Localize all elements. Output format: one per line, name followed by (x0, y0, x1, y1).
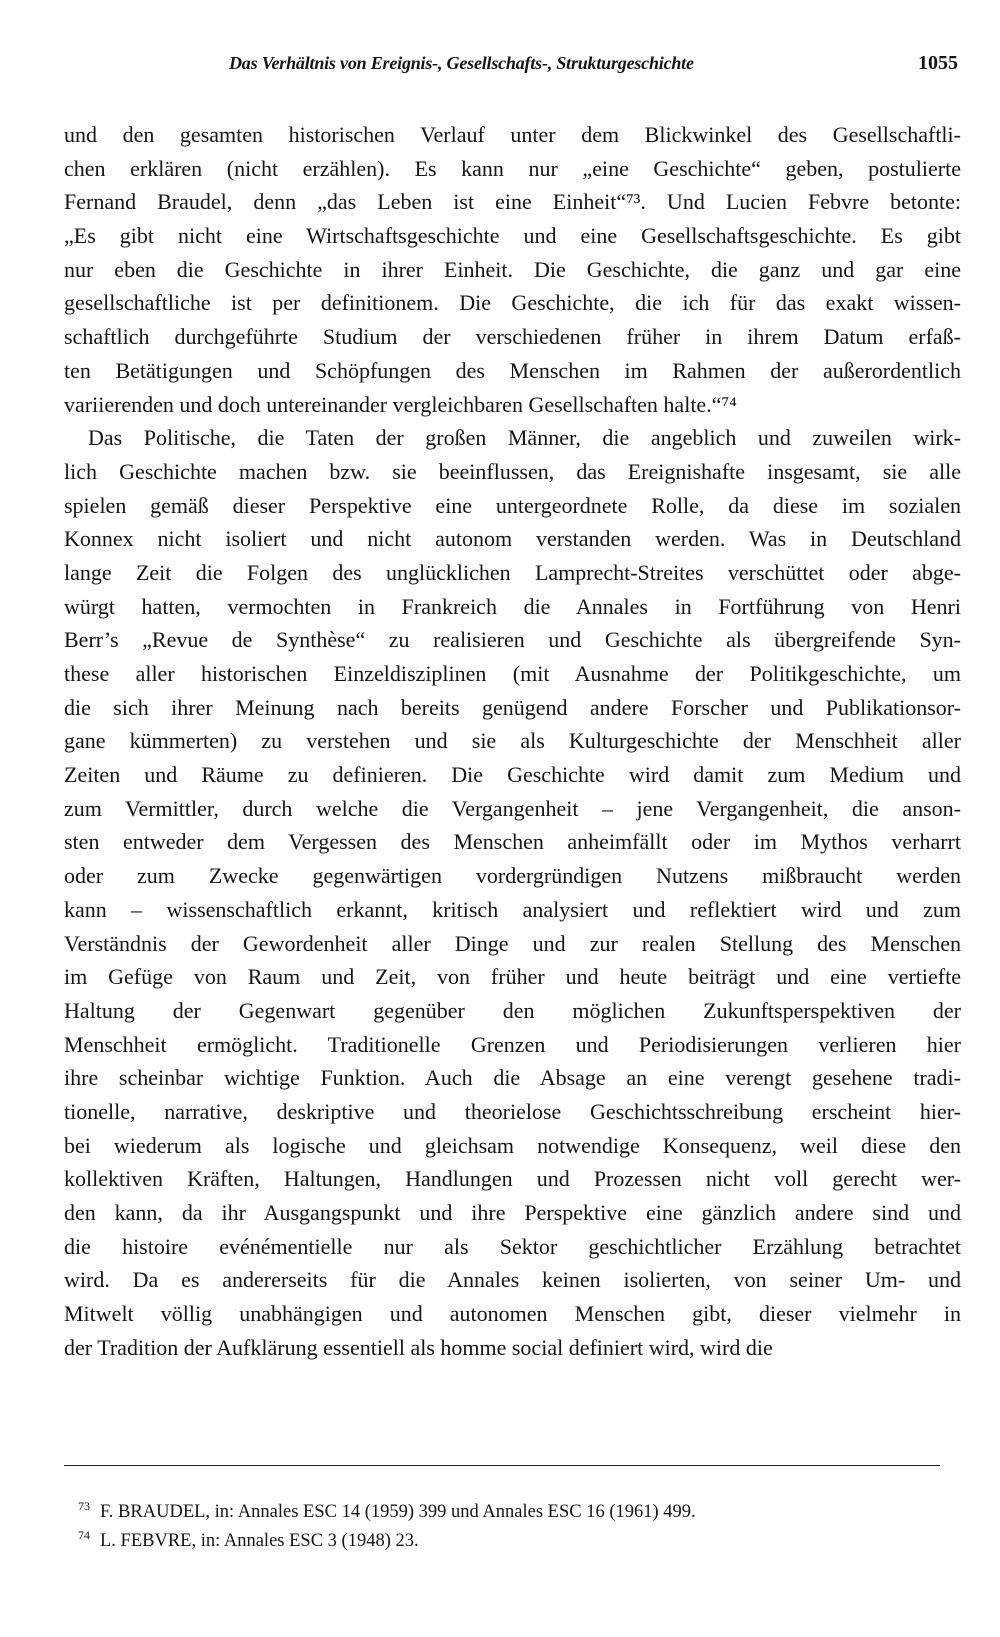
text-line: Fernand Braudel, denn „das Leben ist eine Einheit“⁷³. Und Lucien Febvre betonte: (64, 189, 961, 215)
footnote-text: L. FEBVRE, in: Annales ESC 3 (1948) 23. (100, 1531, 419, 1551)
text-line: schaftlich durchgeführte Studium der verschiedenen früher in ihrem Datum erfaß- (64, 324, 961, 350)
text-line: Menschheit ermöglicht. Traditionelle Grenzen und Periodisierungen verlieren hier (64, 1031, 961, 1057)
text-line: spielen gemäß dieser Perspektive eine untergeordnete Rolle, da diese im sozialen (64, 492, 961, 518)
text-line: chen erklären (nicht erzählen). Es kann nur „eine Geschichte“ geben, postulierte (64, 155, 961, 181)
text-line: die sich ihrer Meinung nach bereits genügend andere Forscher und Publikationsor- (64, 694, 961, 720)
text-line: kann – wissenschaftlich erkannt, kritisch analysiert und reflektiert wird und zum (64, 896, 961, 922)
text-line: die histoire evénémentielle nur als Sektor geschichtlicher Erzählung betrachtet (64, 1233, 961, 1259)
text-line: Konnex nicht isoliert und nicht autonom verstanden werden. Was in Deutschland (64, 526, 961, 552)
text-line: sten entweder dem Vergessen des Menschen anheimfällt oder im Mythos verharrt (64, 829, 961, 855)
footnotes (64, 1492, 944, 1550)
running-head-title: Das Verhältnis von Ereignis-, Gesellschafts-, Strukturgeschichte (229, 53, 694, 73)
text-line: Verständnis der Gewordenheit aller Dinge und zur realen Stellung des Menschen (64, 930, 961, 956)
text-line: zum Vermittler, durch welche die Vergangenheit – jene Vergangenheit, die anson- (64, 795, 961, 821)
text-line: ihre scheinbar wichtige Funktion. Auch die Absage an eine verengt gesehene tradi- (64, 1065, 961, 1091)
text-line: gesellschaftliche ist per definitionem. Die Geschichte, die ich für das exakt wissen- (64, 290, 961, 316)
text-line: Mitwelt völlig unabhängigen und autonomen Menschen gibt, dieser vielmehr in (64, 1301, 961, 1327)
footnote-number: 74 (78, 1528, 90, 1542)
text-line: lange Zeit die Folgen des unglücklichen Lamprecht-Streites verschüttet oder abge- (64, 559, 961, 585)
text-line: im Gefüge von Raum und Zeit, von früher und heute beiträgt und eine vertiefte (64, 964, 961, 990)
text-line: und den gesamten historischen Verlauf unter dem Blickwinkel des Gesellschaftli- (64, 122, 961, 147)
text-line: nur eben die Geschichte in ihrer Einheit. Die Geschichte, die ganz und gar eine (64, 256, 961, 282)
text-line: Haltung der Gegenwart gegenüber den möglichen Zukunftsperspektiven der (64, 997, 961, 1023)
text-line: würgt hatten, vermochten in Frankreich die Annales in Fortführung von Henri (64, 593, 961, 619)
body-text (64, 118, 961, 1364)
footnote-73 (64, 1492, 944, 1521)
text-line: Zeiten und Räume zu definieren. Die Geschichte wird damit zum Medium und (64, 762, 961, 788)
text-line: Berr’s „Revue de Synthèse“ zu realisieren und Geschichte als übergreifende Syn- (64, 627, 961, 653)
text-line: kollektiven Kräften, Haltungen, Handlungen und Prozessen nicht voll gerecht wer- (64, 1166, 961, 1192)
page-number: 1055 (918, 52, 958, 74)
text-line: Das Politische, die Taten der großen Männer, die angeblich und zuweilen wirk- (88, 425, 961, 451)
footnote-text: F. BRAUDEL, in: Annales ESC 14 (1959) 399 und Annales ESC 16 (1961) 499. (100, 1502, 696, 1522)
text-line: lich Geschichte machen bzw. sie beeinflussen, das Ereignishafte insgesamt, sie alle (64, 458, 961, 484)
footnote-74 (64, 1521, 944, 1550)
text-line: tionelle, narrative, deskriptive und theorielose Geschichtsschreibung erscheint hier- (64, 1098, 961, 1124)
text-line: den kann, da ihr Ausgangspunkt und ihre Perspektive eine gänzlich andere sind und (64, 1200, 961, 1225)
text-line: variierenden und doch untereinander vergleichbaren Gesellschaften halte.“⁷⁴ (64, 391, 737, 417)
footnote-number: 73 (78, 1499, 90, 1513)
text-line: der Tradition der Aufklärung essentiell als homme social definiert wird, wird die (64, 1334, 773, 1360)
text-line: oder zum Zwecke gegenwärtigen vordergründigen Nutzens mißbraucht werden (64, 863, 961, 889)
text-line: wird. Da es andererseits für die Annales keinen isolierten, von seiner Um- und (64, 1267, 961, 1293)
text-line: „Es gibt nicht eine Wirtschaftsgeschichte und eine Gesellschaftsgeschichte. Es gibt (64, 223, 961, 249)
footnote-divider (64, 1465, 940, 1466)
text-line: bei wiederum als logische und gleichsam notwendige Konsequenz, weil diese den (64, 1132, 961, 1158)
running-head (64, 48, 958, 78)
text-line: gane kümmerten) zu verstehen und sie als Kulturgeschichte der Menschheit aller (64, 728, 961, 754)
text-line: these aller historischen Einzeldisziplinen (mit Ausnahme der Politikgeschichte, um (64, 661, 961, 686)
text-line: ten Betätigungen und Schöpfungen des Menschen im Rahmen der außerordentlich (64, 357, 961, 383)
